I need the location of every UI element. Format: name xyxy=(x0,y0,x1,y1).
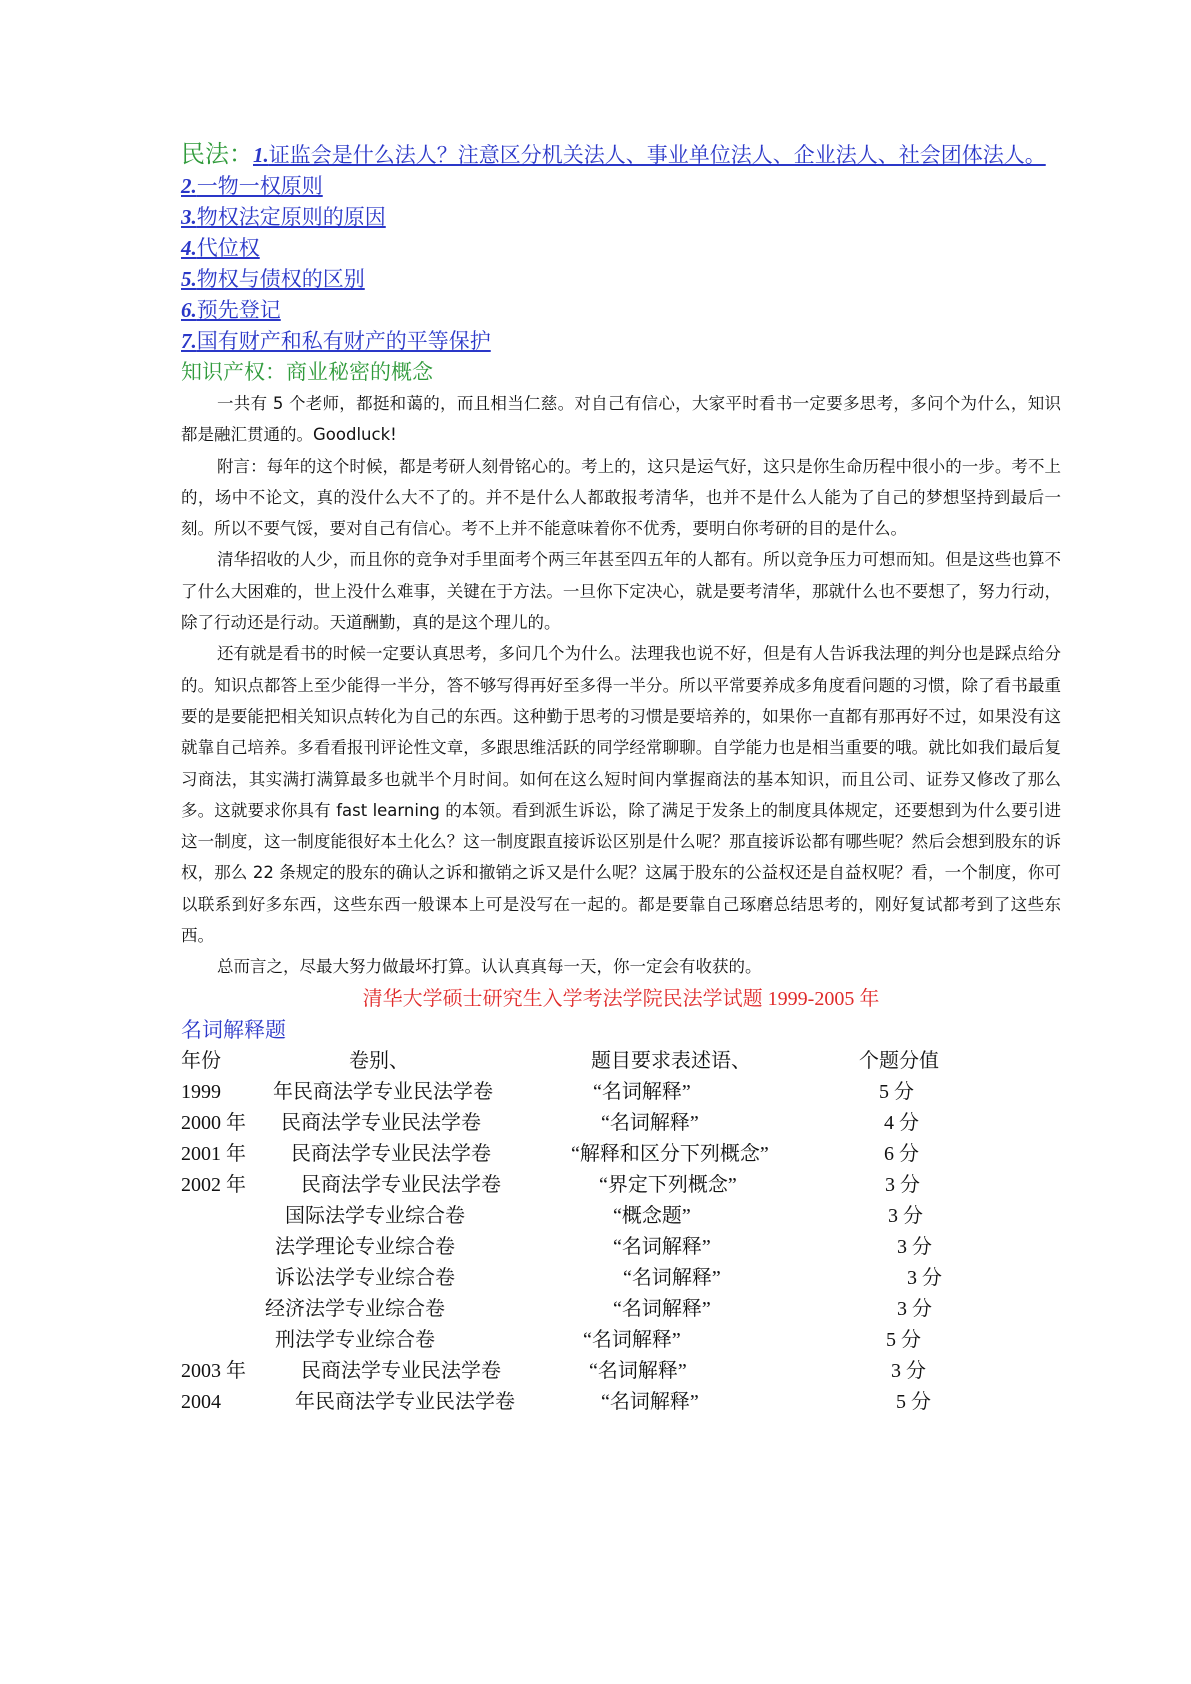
document-page xyxy=(181,140,1061,1436)
civil-law-item-6 xyxy=(181,295,1061,326)
header-phrase: 题目要求表述语、 xyxy=(591,1049,751,1072)
cell-paper: 民商法学专业民法学卷 xyxy=(281,1111,481,1134)
table-row xyxy=(181,1325,1061,1356)
table-row xyxy=(181,1201,1061,1232)
cell-phrase: “名词解释” xyxy=(589,1359,687,1382)
cell-paper: 年民商法学专业民法学卷 xyxy=(273,1080,493,1103)
cell-score: 5 分 xyxy=(886,1328,921,1351)
table-row xyxy=(181,1294,1061,1325)
cell-phrase: “名词解释” xyxy=(601,1111,699,1134)
cell-phrase: “概念题” xyxy=(613,1204,691,1227)
cell-score: 5 分 xyxy=(896,1390,931,1413)
cell-year: 2003 年 xyxy=(181,1359,246,1382)
civil-law-item-4 xyxy=(181,233,1061,264)
paragraph-3: 清华招收的人少，而且你的竞争对手里面考个两三年甚至四五年的人都有。所以竞争压力可想而知。但是这些也算不了什么大困难的，世上没什么难事，关键在于方法。一旦你下定决心，就是要考清华，那就什么也不要想了，努力行动，除了行动还是行动。天道酬勤，真的是这个理儿的。 xyxy=(181,550,1061,633)
cell-paper: 诉讼法学专业综合卷 xyxy=(275,1266,455,1289)
cell-score: 5 分 xyxy=(879,1080,914,1103)
cell-score: 3 分 xyxy=(897,1297,932,1320)
table-row xyxy=(181,1263,1061,1294)
header-year: 年份 xyxy=(181,1049,221,1072)
cell-score: 3 分 xyxy=(888,1204,923,1227)
cell-phrase: “名词解释” xyxy=(583,1328,681,1351)
table-row xyxy=(181,1356,1061,1387)
section-title: 名词解释题 xyxy=(181,1017,286,1042)
cell-paper: 民商法学专业民法学卷 xyxy=(301,1359,501,1382)
table-row xyxy=(181,1139,1061,1170)
cell-score: 4 分 xyxy=(884,1111,919,1134)
civil-law-item-7 xyxy=(181,326,1061,357)
header-paper: 卷别、 xyxy=(349,1049,409,1072)
ip-law-text: 商业秘密的概念 xyxy=(286,360,433,384)
cell-score: 3 分 xyxy=(897,1235,932,1258)
table-row xyxy=(181,1108,1061,1139)
table-row xyxy=(181,1077,1061,1108)
table-row xyxy=(181,1387,1061,1418)
civil-law-item-1 xyxy=(181,140,1061,171)
civil-law-link-3[interactable]: 3.物权法定原则的原因 xyxy=(181,205,386,229)
cell-phrase: “名词解释” xyxy=(613,1297,711,1320)
cell-year: 2002 年 xyxy=(181,1173,246,1196)
civil-law-item-3 xyxy=(181,202,1061,233)
cell-paper: 民商法学专业民法学卷 xyxy=(301,1173,501,1196)
cell-year: 2004 xyxy=(181,1390,221,1413)
cell-paper: 年民商法学专业民法学卷 xyxy=(295,1390,515,1413)
cell-year: 2000 年 xyxy=(181,1111,246,1134)
cell-phrase: “名词解释” xyxy=(623,1266,721,1289)
civil-law-link-1[interactable]: 1.证监会是什么法人？注意区分机关法人、事业单位法人、企业法人、社会团体法人。 xyxy=(253,143,1046,167)
civil-law-link-2[interactable]: 2.一物一权原则 xyxy=(181,174,323,198)
cell-paper: 法学理论专业综合卷 xyxy=(275,1235,455,1258)
cell-score: 3 分 xyxy=(885,1173,920,1196)
ip-law-label: 知识产权： xyxy=(181,360,286,384)
exam-title: 清华大学硕士研究生入学考法学院民法学试题 1999-2005 年 xyxy=(362,987,880,1010)
cell-score: 3 分 xyxy=(891,1359,926,1382)
cell-phrase: “解释和区分下列概念” xyxy=(571,1142,769,1165)
table-row xyxy=(181,1170,1061,1201)
cell-phrase: “界定下列概念” xyxy=(599,1173,737,1196)
cell-paper: 刑法学专业综合卷 xyxy=(275,1328,435,1351)
civil-law-link-6[interactable]: 6.预先登记 xyxy=(181,298,281,322)
cell-phrase: “名词解释” xyxy=(601,1390,699,1413)
table-row xyxy=(181,1232,1061,1263)
civil-law-item-2 xyxy=(181,171,1061,202)
civil-law-link-5[interactable]: 5.物权与债权的区别 xyxy=(181,267,365,291)
cell-score: 3 分 xyxy=(907,1266,942,1289)
header-score: 个题分值 xyxy=(859,1049,939,1072)
cell-year: 1999 xyxy=(181,1080,221,1103)
table-header xyxy=(181,1046,1061,1077)
cell-phrase: “名词解释” xyxy=(613,1235,711,1258)
cell-paper: 经济法学专业综合卷 xyxy=(265,1297,445,1320)
cell-year: 2001 年 xyxy=(181,1142,246,1165)
body-text xyxy=(181,388,1061,983)
paragraph-2: 附言：每年的这个时候，都是考研人刻骨铭心的。考上的，这只是运气好，这只是你生命历程中很小的一步。考不上的，场中不论文，真的没什么大不了的。并不是什么人都敢报考清华，也并不是什么人能为了自己的梦想坚持到最后一刻。所以不要气馁，要对自己有信心。考不上并不能意味着你不优秀，要明白你考研的目的是什么。 xyxy=(181,456,1061,539)
paragraph-5: 总而言之，尽最大努力做最坏打算。认认真真每一天，你一定会有收获的。 xyxy=(217,957,762,977)
cell-score: 6 分 xyxy=(884,1142,919,1165)
paragraph-1: 一共有 5 个老师，都挺和蔼的，而且相当仁慈。对自己有信心，大家平时看书一定要多思考，多问个为什么，知识都是融汇贯通的。Goodluck! xyxy=(181,394,1061,445)
ip-law-line xyxy=(181,357,1061,388)
paragraph-4: 还有就是看书的时候一定要认真思考，多问几个为什么。法理我也说不好，但是有人告诉我法理的判分也是踩点给分的。知识点都答上至少能得一半分，答不够写得再好至多得一半分。所以平常要养成多角度看问题的习惯，除了看书最重要的是要能把相关知识点转化为自己的东西。这种勤于思考的习惯是要培养的，如果你一直都有那再好不过，如果没有这就靠自己培养。多看看报刊评论性文章，多跟思维活跃的同学经常聊聊。自学能力也是相当重要的哦。就比如我们最后复习商法，其实满打满算最多也就半个月时间。如何在这么短时间内掌握商法的基本知识，而且公司、证券又修改了那么多。这就要求你具有 fast learning 的本领。看到派生诉讼，除了满足于发条上的制度具体规定，还要想到为什么要引进这一制度，这一制度能很好本土化么？这一制度跟直接诉讼区别是什么呢？那直接诉讼都有哪些呢？然后会想到股东的诉权，那么 22 条规定的股东的确认之诉和撤销之诉又是什么呢？这属于股东的公益权还是自益权呢？看，一个制度，你可以联系到好多东西，这些东西一般课本上可是没写在一起的。都是要靠自己琢磨总结思考的，刚好复试都考到了这些东西。 xyxy=(181,644,1061,946)
civil-law-label: 民法： xyxy=(181,142,253,168)
cell-paper: 国际法学专业综合卷 xyxy=(285,1204,465,1227)
civil-law-item-5 xyxy=(181,264,1061,295)
cell-paper: 民商法学专业民法学卷 xyxy=(291,1142,491,1165)
civil-law-link-7[interactable]: 7.国有财产和私有财产的平等保护 xyxy=(181,329,491,353)
civil-law-link-4[interactable]: 4.代位权 xyxy=(181,236,260,260)
score-table xyxy=(181,1046,1061,1436)
cell-phrase: “名词解释” xyxy=(593,1080,691,1103)
